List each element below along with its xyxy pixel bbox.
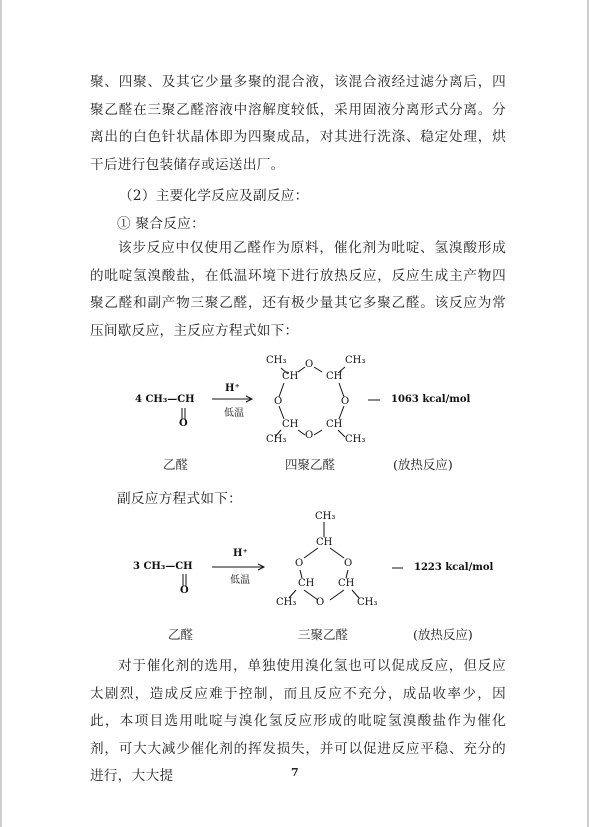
ring4-ch3: CH₃ — [345, 355, 366, 366]
ring4-ch3: CH₃ — [345, 434, 366, 445]
condition-label: 低温 — [230, 575, 250, 586]
paragraph-catalyst: 对于催化剂的选用，单独使用溴化氢也可以促成反应，但反应太剧烈，造成反应难于控制，而且反应不充分，成品收率少，因此，本项目选用吡啶与溴化氢反应形成的吡啶氢溴酸盐作为催化剂，可大大减少催化剂的挥发损失，并可以促进反应平稳、充分的进行，大大提 — [90, 658, 506, 785]
label-paraldehyde: 三聚乙醛 — [298, 627, 349, 642]
ring4-o: O — [305, 430, 314, 441]
ring4-ch3: CH₃ — [266, 355, 287, 366]
reactant-acetaldehyde-4: 4 CH₃—CH — [135, 394, 195, 405]
side-reaction-intro: 副反应方程式如下： — [117, 491, 243, 507]
reactant-oxygen: O — [179, 418, 188, 429]
paragraph-reaction: 该步反应中仅使用乙醛作为原料，催化剂为吡啶、氢溴酸形成的吡啶氢溴酸盐，在低温环境下进行放热反应，反应生成主产物四聚乙醛和副产物三聚乙醛，还有极少量其它多聚乙醛。该反应为常压间歇反应，主反应方程式如下： — [90, 240, 506, 339]
ring3-ch3: CH₃ — [357, 597, 378, 608]
ring3-ch: CH — [316, 537, 333, 548]
label-exothermic: (放热反应) — [393, 457, 453, 472]
subheading-polymerization: ① 聚合反应： — [117, 216, 205, 232]
ring4-ch: CH — [282, 419, 299, 430]
paragraph-process: 聚、四聚、及其它少量多聚的混合液，该混合液经过滤分离后，四聚乙醛在三聚乙醛溶液中溶解度较低，采用固液分离形式分离。分离出的白色针状晶体即为四聚成品，对其进行洗涤、稳定处理，烘干后进行包装储存或运送出厂。 — [90, 74, 506, 173]
ring3-o: O — [344, 558, 353, 569]
page-number: 7 — [291, 766, 299, 779]
ring4-ch: CH — [282, 371, 299, 382]
section-heading: （2）主要化学反应及副反应： — [119, 188, 309, 204]
reactant-oxygen: O — [180, 585, 189, 596]
ring3-ch3: CH₃ — [315, 511, 336, 522]
energy-value: 1223 kcal/mol — [414, 562, 494, 573]
label-acetaldehyde: 乙醛 — [168, 627, 194, 642]
ring4-ch: CH — [326, 419, 343, 430]
condition-label: 低温 — [224, 408, 244, 419]
catalyst-label: H⁺ — [233, 548, 248, 559]
ring4-o: O — [274, 396, 283, 407]
energy-value: 1063 kcal/mol — [391, 394, 471, 405]
ring3-ch3: CH₃ — [276, 597, 297, 608]
ring3-o: O — [295, 558, 304, 569]
label-exothermic: (放热反应) — [413, 627, 473, 642]
ring3-o: O — [316, 597, 325, 608]
ring4-ch: CH — [326, 371, 343, 382]
ring4-o: O — [305, 359, 314, 370]
ring4-o: O — [341, 396, 350, 407]
ring4-ch3: CH₃ — [266, 434, 287, 445]
ring3-ch: CH — [298, 578, 315, 589]
label-acetaldehyde: 乙醛 — [163, 457, 189, 472]
ring3-ch: CH — [338, 578, 355, 589]
catalyst-label: H⁺ — [225, 383, 240, 394]
label-metaldehyde: 四聚乙醛 — [285, 457, 336, 472]
reactant-acetaldehyde-3: 3 CH₃—CH — [133, 561, 193, 572]
